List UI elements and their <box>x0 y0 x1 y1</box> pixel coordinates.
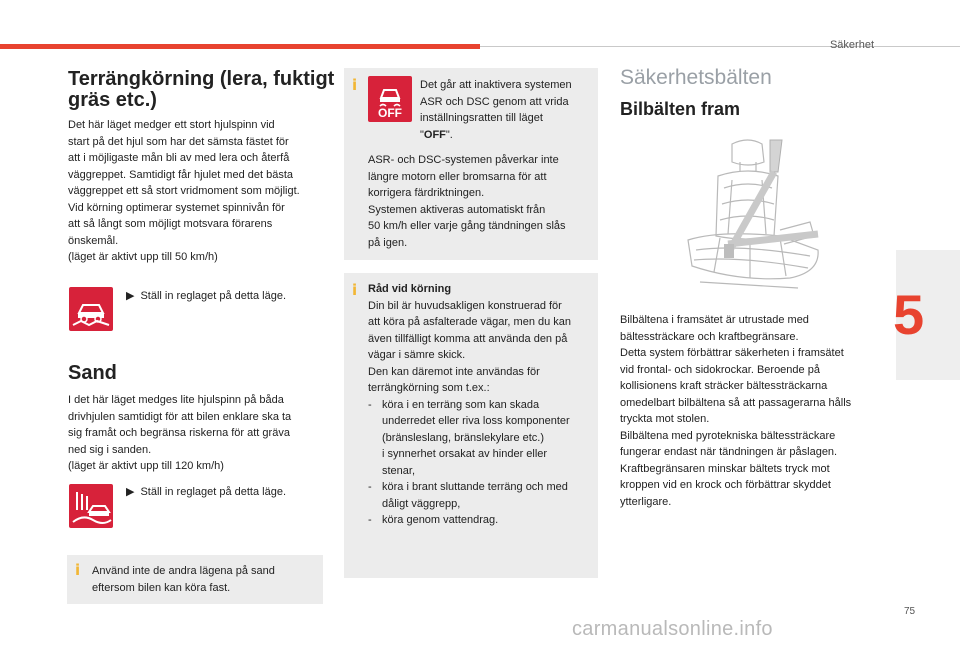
sand-note-box: i Använd inte de andra lägena på sand eftersom bilen kan köra fast. <box>67 555 323 604</box>
info-icon: i <box>352 281 358 299</box>
arrow-icon: ▶ <box>126 290 135 302</box>
watermark: carmanualsonline.info <box>572 618 773 640</box>
info-icon: i <box>75 561 81 579</box>
seatbelts-title: Säkerhetsbälten <box>620 66 772 89</box>
seat-belt-illustration <box>670 132 830 294</box>
list-item: - köra genom vattendrag. <box>368 514 499 526</box>
driving-advice-body: Råd vid körning Din bil är huvudsakligen konstruerad för att köra på asfalterade vägar, men du kan även tillfälligt komma att använda den på vägar i sämre skick. Den kan däremot inte användas för terrängkörning som t.ex.: - köra i en terräng som kan skada underredet eller riva loss komponenter (bränsleslang, bränslekylare etc.) i synnerhet orsakat av hinder eller stenar, - köra i brant sluttande terräng och med dåligt väggrepp, - köra genom vattendrag. <box>368 281 594 529</box>
arrow-icon: ▶ <box>126 486 135 498</box>
terrain-heading: Terrängkörning (lera, fuktigt gräs etc.) <box>68 68 335 111</box>
asr-dsc-intro: Det går att inaktivera systemen ASR och DSC genom att vrida inställningsratten till läget "OFF". <box>420 79 572 141</box>
header-rule <box>480 46 960 47</box>
asr-off-icon: OFF <box>368 76 412 122</box>
sand-bullet: ▶ Ställ in reglaget på detta läge. <box>126 486 287 498</box>
front-seatbelts-subtitle: Bilbälten fram <box>620 99 741 119</box>
terrain-bullet: ▶ Ställ in reglaget på detta läge. <box>126 290 287 302</box>
asr-dsc-body: ASR- och DSC-systemen påverkar inte längre motorn eller bromsarna för att korrigera färdriktningen. Systemen aktiveras automatiskt från 50 km/h eller varje gång tändningen slås på igen. <box>368 154 566 249</box>
list-item: - köra i en terräng som kan skada underredet eller riva loss komponenter (bränsleslang, bränslekylare etc.) i synnerhet orsakat av hinder eller stenar, <box>368 398 570 477</box>
terrain-mode-icon <box>69 287 113 331</box>
page-number: 75 <box>904 606 916 617</box>
chapter-number: 5 <box>893 283 925 346</box>
terrain-body: Det här läget medger ett stort hjulspinn vid start på det hjul som har det sämsta fästet för att i möjligaste mån bli av med lera och återfå väggreppet. Samtidigt får hjulet med det bästa väggreppet ett så stort vridmoment som möjligt. Vid körning optimerar systemet spinnivån för att så långt som möjligt motsvara förarens önskemål. (läget är aktivt upp till 50 km/h) <box>68 119 300 263</box>
list-item: - köra i brant sluttande terräng och med dåligt väggrepp, <box>368 481 568 510</box>
sand-heading: Sand <box>68 362 117 384</box>
sand-body: I det här läget medges lite hjulspinn på båda drivhjulen samtidigt för att bilen enklare ska ta sig framåt och begränsa riskerna för att gräva ned sig i sanden. (läget är aktivt upp till 120 km/h) <box>68 394 292 472</box>
sand-mode-icon <box>69 484 113 528</box>
section-label: Säkerhet <box>829 39 874 51</box>
header-accent-bar <box>0 44 480 49</box>
info-icon: i <box>352 76 358 94</box>
seatbelts-body: Bilbältena i framsätet är utrustade med bältessträckare och kraftbegränsare. Detta system förbättrar säkerheten i framsätet vid frontal- och sidokrockar. Beroende på kollisionens kraft sträcker bältessträckarna omedelbart bilbältena så att passagerarna hålls tryckta mot stolen. Bilbältena med pyrotekniska bältessträckare fungerar endast när tändningen är påslagen. Kraftbegränsaren minskar bältets tryck mot kroppen vid en krock och förbättrar skyddet ytterligare. <box>620 314 852 508</box>
